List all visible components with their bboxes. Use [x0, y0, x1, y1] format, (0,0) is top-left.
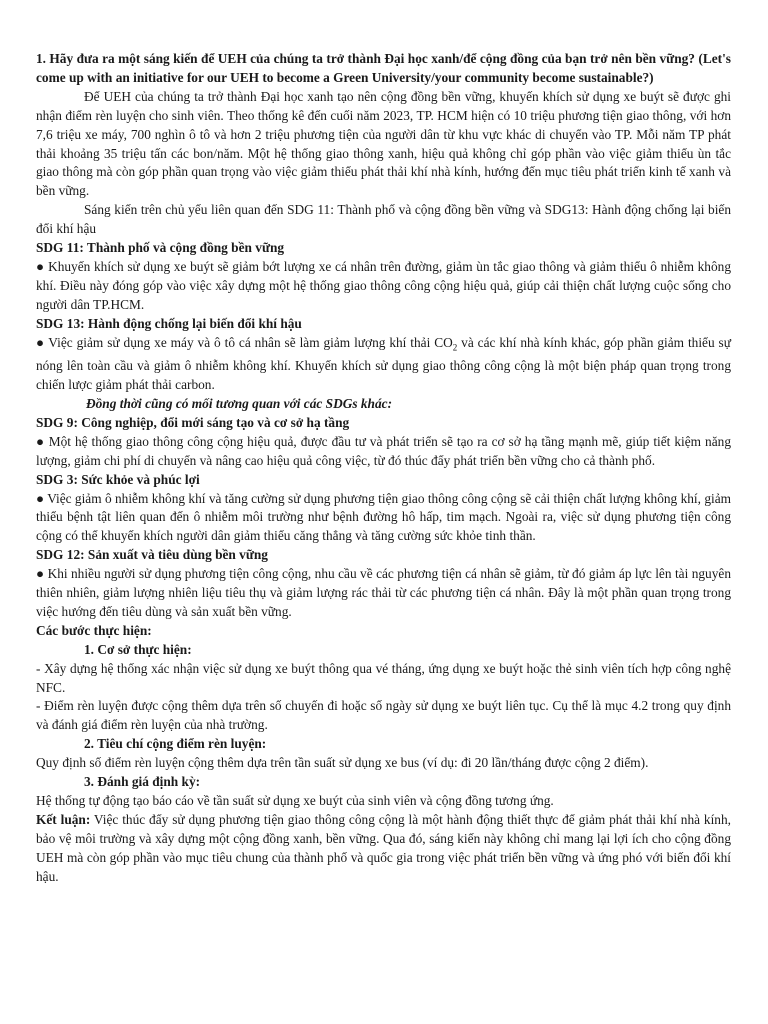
sdg13-heading: SDG 13: Hành động chống lại biến đổi khí hậu: [36, 315, 302, 331]
sdg13-body: [36, 334, 731, 395]
conclusion-label: Kết luận:: [36, 811, 91, 827]
step3-heading: 3. Đánh giá định kỳ:: [84, 774, 201, 790]
sdg3-body: ● Việc giảm ô nhiễm không khí và tăng cường sử dụng phương tiện giao thông công cộng sẽ cải thiện chất lượng không khí, giảm thiểu bệnh tật liên quan đến ô nhiễm môi trường như bệnh đường hô hấp, tim mạch. Ngoài ra, việc sử dụng phương tiện công cộng có thể khuyến khích người dân giảm thiểu căng thẳng và tăng cường sức khỏe tinh thần.: [36, 490, 731, 544]
sdg12-body: ● Khi nhiều người sử dụng phương tiện công cộng, nhu cầu về các phương tiện cá nhân sẽ giảm, từ đó giảm áp lực lên tài nguyên thiên nhiên, giảm lượng nhiên liệu tiêu thụ và giảm lượng rác thải từ các phương tiện cá nhân. Đây là một phần quan trọng trong việc hướng đến tiêu dùng và sản xuất bền vững.: [36, 566, 731, 619]
sdg13-body-start: ● Việc giảm sử dụng xe máy và ô tô cá nhân sẽ làm giảm lượng khí thải CO: [36, 334, 453, 350]
question-title: 1. Hãy đưa ra một sáng kiến để UEH của chúng ta trở thành Đại học xanh/để cộng đồng của bạn trở nên bền vững? (Let's come up with an initiative for our UEH to become a Green University/your community become sustainable?): [36, 51, 731, 85]
steps-heading: Các bước thực hiện:: [36, 622, 152, 638]
step3-body: Hệ thống tự động tạo báo cáo về tần suất sử dụng xe buýt của sinh viên và cộng đồng tương ứng.: [36, 793, 554, 808]
sdg11-heading: SDG 11: Thành phố và cộng đồng bền vững: [36, 240, 285, 256]
step1-item-1: - Xây dựng hệ thống xác nhận việc sử dụng xe buýt thông qua vé tháng, ứng dụng xe buýt hoặc thẻ sinh viên tích hợp công nghệ NFC.: [36, 660, 731, 695]
step1-heading: 1. Cơ sở thực hiện:: [84, 641, 192, 657]
conclusion-body: Việc thúc đẩy sử dụng phương tiện giao thông công cộng là một hành động thiết thực để giảm phát thải khí nhà kính, bảo vệ môi trường và xây dựng một cộng đồng xanh, bền vững. Qua đó, sáng kiến này không chỉ mang lại lợi ích cho cộng đồng UEH mà còn góp phần vào mục tiêu chung của thành phố và quốc gia trong việc phát triển bền vững và ứng phó với biến đổi khí hậu.: [36, 811, 731, 884]
step2-body: Quy định số điểm rèn luyện cộng thêm dựa trên tần suất sử dụng xe bus (ví dụ: đi 20 lần/tháng được cộng 2 điểm).: [36, 755, 649, 771]
sdg11-body: ● Khuyến khích sử dụng xe buýt sẽ giảm bớt lượng xe cá nhân trên đường, giảm ùn tắc giao thông và giảm thiểu ô nhiễm không khí. Điều này đóng góp vào việc xây dựng một hệ thống giao thông công cộng hiệu quả, giúp cải thiện chất lượng cuộc sống cho người dân TP.HCM.: [36, 258, 731, 312]
intro-paragraph: Để UEH của chúng ta trở thành Đại học xanh tạo nên cộng đồng bền vững, khuyến khích sử dụng xe buýt sẽ được ghi nhận điểm rèn luyện cho sinh viên. Theo thống kê đến cuối năm 2023, TP. HCM hiện có 10 triệu phương tiện giao thông, với hơn 7,6 triệu xe máy, 700 nghìn ô tô và hơn 2 triệu phương tiện của người dân từ khu vực khác di chuyển vào TP. Mỗi năm TP phát thải khoảng 35 triệu tấn các bon/năm. Một hệ thống giao thông xanh, hiệu quả không chỉ góp phần vào việc giảm thiểu ùn tắc giao thông mà còn góp phần quan trọng vào việc giảm thiểu phát thải khí nhà kính, hướng đến mục tiêu phát triển kinh tế xanh và bền vững.: [36, 88, 731, 199]
step2-heading: 2. Tiêu chí cộng điểm rèn luyện:: [84, 736, 267, 752]
sdg3-heading: SDG 3: Sức khỏe và phúc lợi: [36, 471, 200, 487]
conclusion-paragraph: [36, 811, 731, 887]
step1-item-2: - Điểm rèn luyện được cộng thêm dựa trên số chuyến đi hoặc số ngày sử dụng xe buýt liên tục. Cụ thể là mục 4.2 trong quy định và đánh giá điểm rèn luyện của nhà trường.: [36, 698, 731, 733]
sdg-scope-paragraph: Sáng kiến trên chủ yếu liên quan đến SDG 11: Thành phố và cộng đồng bền vững và SDG13: Hành động chống lại biến đổi khí hậu: [36, 202, 731, 237]
sdg13-body-end: và các khí nhà kính khác, góp phần giảm thiểu sự nóng lên toàn cầu và giảm ô nhiễm không khí. Khuyến khích sử dụng giao thông công cộng là một biện pháp quan trọng trong chiến lược giảm phát thải carbon.: [36, 334, 731, 393]
sdg9-heading: SDG 9: Công nghiệp, đổi mới sáng tạo và cơ sở hạ tầng: [36, 414, 350, 430]
related-sdgs-heading: Đồng thời cũng có mối tương quan với các SDGs khác:: [86, 395, 393, 411]
document-page: [36, 50, 731, 887]
sdg9-body: ● Một hệ thống giao thông công cộng hiệu quả, được đầu tư và phát triển sẽ tạo ra cơ sở hạ tầng mạnh mẽ, giúp tiết kiệm năng lượng, giảm chi phí di chuyển và nâng cao hiệu quả công việc, từ đó thúc đẩy phát triển bền vững cho cả thành phố.: [36, 433, 731, 468]
sdg12-heading: SDG 12: Sản xuất và tiêu dùng bền vững: [36, 547, 268, 563]
co2-subscript: 2: [452, 342, 458, 353]
